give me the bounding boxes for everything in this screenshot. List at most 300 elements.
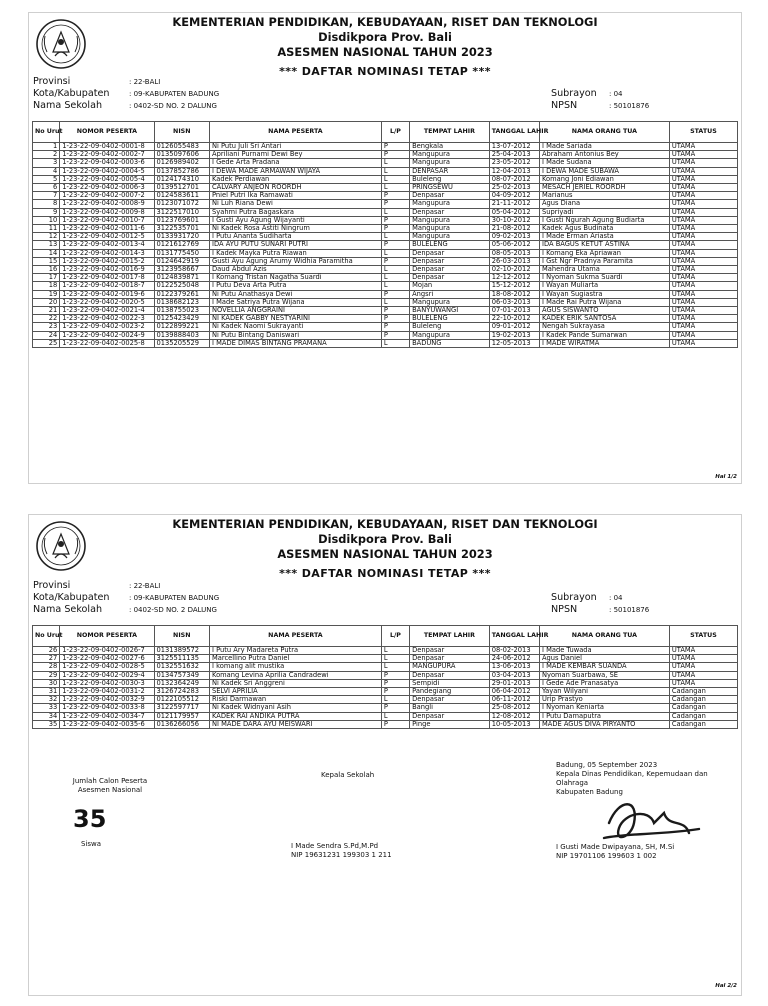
cell-tempat-lahir: Buleleng [410,323,490,331]
cell-nomor-peserta: 1-23-22-09-0402-0029-4 [60,671,154,679]
cell-nama-orang-tua: I Made Tuwada [539,647,669,655]
cell-lp: L [381,282,409,290]
cell-lp: P [381,257,409,265]
col-nisn: NISN [154,122,210,143]
cell-tempat-lahir: Denpasar [410,266,490,274]
cell-tempat-lahir: BULELENG [410,315,490,323]
cell-no: 13 [33,241,60,249]
cell-tempat-lahir: Denpasar [410,671,490,679]
cell-nama-orang-tua: MESACH JERIEL ROORDH [539,184,669,192]
cell-tanggal-lahir: 05-06-2012 [489,241,539,249]
cell-tempat-lahir: Denpasar [410,208,490,216]
cell-tanggal-lahir: 25-02-2013 [489,184,539,192]
cell-nomor-peserta: 1-23-22-09-0402-0012-5 [60,233,154,241]
cell-tempat-lahir: Bengkala [410,143,490,151]
cell-tempat-lahir: BANYUWANGI [410,307,490,315]
cell-no: 34 [33,712,60,720]
cell-nisn: 0131389572 [154,647,210,655]
cell-no: 6 [33,184,60,192]
cell-nisn: 0124174310 [154,175,210,183]
table-row [33,323,738,331]
cell-status: UTAMA [669,266,737,274]
cell-nomor-peserta: 1-23-22-09-0402-0010-7 [60,216,154,224]
cell-tanggal-lahir: 13-07-2012 [489,143,539,151]
cell-lp: P [381,679,409,687]
page-number-1: Hal 1/2 [715,474,737,480]
cell-nama-orang-tua: Kadek Agus Budinata [539,225,669,233]
cell-nama-orang-tua: Agus Daniel [539,655,669,663]
cell-status: UTAMA [669,298,737,306]
cell-status: UTAMA [669,323,737,331]
cell-nama-peserta: Ni Kadek Widnyani Asih [210,704,382,712]
cell-nisn: 0137852786 [154,167,210,175]
cell-tanggal-lahir: 23-05-2012 [489,159,539,167]
cell-nomor-peserta: 1-23-22-09-0402-0017-8 [60,274,154,282]
cell-tempat-lahir: DENPASAR [410,167,490,175]
agency-name: Disdikpora Prov. Bali [318,30,452,44]
document-title: *** DAFTAR NOMINASI TETAP *** [279,567,491,580]
cell-nama-peserta: Kadek Perdiawan [210,175,382,183]
cell-nisn: 0126989402 [154,159,210,167]
cell-status: UTAMA [669,175,737,183]
cell-lp: P [381,200,409,208]
cell-status: UTAMA [669,290,737,298]
cell-no: 22 [33,315,60,323]
cell-nomor-peserta: 1-23-22-09-0402-0015-2 [60,257,154,265]
cell-tempat-lahir: Sempidi [410,679,490,687]
cell-tempat-lahir: Bangli [410,704,490,712]
cell-tanggal-lahir: 09-01-2012 [489,323,539,331]
kepsek-nip: NIP 19631231 199303 1 211 [291,851,392,859]
cell-nama-orang-tua: Supriyadi [539,208,669,216]
kota-label: Kota/Kabupaten [33,88,110,99]
cell-nomor-peserta: 1-23-22-09-0402-0009-8 [60,208,154,216]
kepsek-block [291,842,392,860]
cell-lp: P [381,241,409,249]
cell-status: UTAMA [669,257,737,265]
cell-lp: L [381,339,409,347]
cell-nomor-peserta: 1-23-22-09-0402-0025-8 [60,339,154,347]
cell-tempat-lahir: Buleleng [410,175,490,183]
cell-nama-orang-tua: MADE AGUS DIVA PIRYANTO [539,720,669,728]
cell-nama-orang-tua: Mahendra Utama [539,266,669,274]
cell-tanggal-lahir: 13-06-2013 [489,663,539,671]
cell-tempat-lahir: Mangupura [410,331,490,339]
ministry-name: KEMENTERIAN PENDIDIKAN, KEBUDAYAAN, RISET DAN TEKNOLOGI [172,517,598,531]
cell-nama-orang-tua: Abraham Antonius Bey [539,151,669,159]
candidate-count: 35 [73,805,107,833]
col-tanggal-lahir: TANGGAL LAHIR [489,626,539,647]
cell-tanggal-lahir: 25-08-2012 [489,704,539,712]
cell-no: 12 [33,233,60,241]
kota-label: Kota/Kabupaten [33,592,110,603]
kepsek-name: I Made Sendra S.Pd,M.Pd [291,842,379,850]
cell-tempat-lahir: MANGUPURA [410,663,490,671]
cell-nama-peserta: Ni Kadek Rosa Astiti Ningrum [210,225,382,233]
cell-tanggal-lahir: 21-11-2012 [489,200,539,208]
npsn-label: NPSN [551,604,578,615]
cell-nama-peserta: Ni Luh Riana Dewi [210,200,382,208]
cell-lp: P [381,290,409,298]
cell-nomor-peserta: 1-23-22-09-0402-0013-4 [60,241,154,249]
cell-nama-orang-tua: I Gede Ade Pranasatya [539,679,669,687]
cell-nama-orang-tua: AGUS SISWANTO [539,307,669,315]
cell-lp: P [381,688,409,696]
cell-status: UTAMA [669,663,737,671]
cell-nisn: 0133931720 [154,233,210,241]
col-nomor-peserta: NOMOR PESERTA [60,122,154,143]
subrayon-label: Subrayon [551,88,597,99]
cell-lp: P [381,225,409,233]
agency-name: Disdikpora Prov. Bali [318,532,452,546]
cell-nomor-peserta: 1-23-22-09-0402-0030-3 [60,679,154,687]
cell-no: 3 [33,159,60,167]
cell-nisn: 0122525048 [154,282,210,290]
cell-tempat-lahir: Denpasar [410,274,490,282]
cell-no: 21 [33,307,60,315]
cell-nisn: 0135097606 [154,151,210,159]
cell-lp: L [381,663,409,671]
subrayon-label: Subrayon [551,592,597,603]
jumlah-line-2: Asesmen Nasional [77,786,143,794]
cell-nama-orang-tua: I Wayan Sugiastra [539,290,669,298]
cell-nama-orang-tua: I DEWA MADE SUBAWA [539,167,669,175]
cell-status: UTAMA [669,282,737,290]
cell-nomor-peserta: 1-23-22-09-0402-0027-6 [60,655,154,663]
kota-value: : 09-KABUPATEN BADUNG [129,90,220,98]
cell-nama-peserta: I Putu Ary Madareta Putra [210,647,382,655]
cell-nomor-peserta: 1-23-22-09-0402-0018-7 [60,282,154,290]
cell-nama-orang-tua: Komang Joni Ediawan [539,175,669,183]
cell-lp: L [381,647,409,655]
cell-lp: P [381,192,409,200]
cell-nisn: 0135205529 [154,339,210,347]
cell-tanggal-lahir: 15-12-2012 [489,282,539,290]
cell-no: 7 [33,192,60,200]
cell-tanggal-lahir: 07-01-2013 [489,307,539,315]
cell-nama-orang-tua: Urip Prastyo [539,696,669,704]
col-nama-peserta: NAMA PESERTA [210,122,382,143]
cell-nama-orang-tua: I Made Sudana [539,159,669,167]
cell-tanggal-lahir: 29-01-2013 [489,679,539,687]
cell-lp: L [381,184,409,192]
col-nisn: NISN [154,626,210,647]
cell-nama-orang-tua: Nyoman Suarbawa, SE [539,671,669,679]
cell-no: 11 [33,225,60,233]
candidate-count-label [55,777,165,795]
cell-nama-peserta: Ni Putu Anathasya Dewi [210,290,382,298]
cell-nama-peserta: I Komang Tristan Nagatha Suardi [210,274,382,282]
cell-nisn: 0138755023 [154,307,210,315]
cell-nisn: 3122517010 [154,208,210,216]
cell-lp: L [381,655,409,663]
cell-no: 17 [33,274,60,282]
table-row [33,720,738,728]
cell-nama-orang-tua: I Nyoman Keniarta [539,704,669,712]
cell-nomor-peserta: 1-23-22-09-0402-0001-8 [60,143,154,151]
cell-tanggal-lahir: 03-04-2013 [489,671,539,679]
table-row [33,282,738,290]
cell-lp: P [381,216,409,224]
subrayon-value: : 04 [609,90,623,98]
cell-lp: L [381,208,409,216]
cell-status: Cadangan [669,704,737,712]
cell-nisn: 3126724283 [154,688,210,696]
cell-nomor-peserta: 1-23-22-09-0402-0006-3 [60,184,154,192]
cell-no: 8 [33,200,60,208]
cell-lp: L [381,159,409,167]
sekolah-label: Nama Sekolah [33,604,103,615]
provinsi-label: Provinsi [33,580,71,591]
cell-nisn: 3122597717 [154,704,210,712]
cell-nama-peserta: KADEK RAI ANDIKA PUTRA [210,712,382,720]
cell-no: 19 [33,290,60,298]
school-info [33,580,219,616]
provinsi-value: : 22-BALI [129,582,161,590]
cell-nisn: 0126055483 [154,143,210,151]
cell-nomor-peserta: 1-23-22-09-0402-0002-7 [60,151,154,159]
cell-nama-peserta: Daud Abdul Azis [210,266,382,274]
cell-tempat-lahir: PRINGSEWU [410,184,490,192]
cell-tempat-lahir: Denpasar [410,655,490,663]
cell-lp: L [381,167,409,175]
cell-no: 15 [33,257,60,265]
npsn-label: NPSN [551,100,578,111]
cell-nisn: 3123958667 [154,266,210,274]
col-nama-orang-tua: NAMA ORANG TUA [539,626,669,647]
table-row [33,704,738,712]
cell-nama-orang-tua: IDA BAGUS KETUT ASTINA [539,241,669,249]
cell-tanggal-lahir: 08-05-2013 [489,249,539,257]
cell-nisn: 3122535701 [154,225,210,233]
cell-nisn: 0122379261 [154,290,210,298]
kadis-title-1: Kepala Dinas Pendidikan, Kepemudaan dan Olahraga [556,770,708,787]
page-1 [28,12,742,484]
cell-tanggal-lahir: 05-04-2012 [489,208,539,216]
cell-no: 2 [33,151,60,159]
npsn-value: : 50101876 [609,606,650,614]
cell-nomor-peserta: 1-23-22-09-0402-0034-7 [60,712,154,720]
cell-tempat-lahir: Pandegiang [410,688,490,696]
cell-no: 31 [33,688,60,696]
cell-nomor-peserta: 1-23-22-09-0402-0003-6 [60,159,154,167]
cell-nama-peserta: I komang alit mustika [210,663,382,671]
cell-no: 14 [33,249,60,257]
cell-nisn: 0131775450 [154,249,210,257]
cell-nisn: 3125511135 [154,655,210,663]
cell-nama-orang-tua: I Komang Eka Apriawan [539,249,669,257]
kadis-header [556,761,741,797]
cell-nomor-peserta: 1-23-22-09-0402-0020-5 [60,298,154,306]
cell-nomor-peserta: 1-23-22-09-0402-0024-9 [60,331,154,339]
cell-status: Cadangan [669,720,737,728]
cell-status: UTAMA [669,208,737,216]
cell-nomor-peserta: 1-23-22-09-0402-0011-6 [60,225,154,233]
cell-status: Cadangan [669,712,737,720]
cell-nama-orang-tua: I Nyoman Sukma Suardi [539,274,669,282]
cell-nomor-peserta: 1-23-22-09-0402-0021-4 [60,307,154,315]
cell-no: 26 [33,647,60,655]
table-header-row [33,626,738,647]
school-info [33,76,219,112]
cell-nisn: 0122105512 [154,696,210,704]
cell-tempat-lahir: Pinge [410,720,490,728]
cell-nama-peserta: Syahmi Putra Bagaskara [210,208,382,216]
cell-nama-orang-tua: I MADE KEMBAR SUANDA [539,663,669,671]
cell-lp: P [381,331,409,339]
cell-status: UTAMA [669,159,737,167]
cell-nomor-peserta: 1-23-22-09-0402-0033-8 [60,704,154,712]
cell-tanggal-lahir: 21-08-2012 [489,225,539,233]
cell-nisn: 0134757349 [154,671,210,679]
cell-status: UTAMA [669,241,737,249]
table-row [33,241,738,249]
cell-nisn: 0124839871 [154,274,210,282]
exam-name: ASESMEN NASIONAL TAHUN 2023 [277,547,493,561]
cell-nama-orang-tua: Nengah Sukrayasa [539,323,669,331]
cell-status: UTAMA [669,331,737,339]
cell-tanggal-lahir: 22-10-2012 [489,315,539,323]
cell-nama-orang-tua: KADEK ERIK SANTOSA [539,315,669,323]
cell-nisn: 0136266056 [154,720,210,728]
cell-nama-peserta: Ni Putu Juli Sri Antari [210,143,382,151]
cell-nama-orang-tua: Agus Diana [539,200,669,208]
cell-no: 24 [33,331,60,339]
school-info-right [551,88,649,112]
sekolah-label: Nama Sekolah [33,100,103,111]
kadis-title-2: Kabupaten Badung [556,788,623,796]
col-no: No Urut [33,122,60,143]
col-nama-peserta: NAMA PESERTA [210,626,382,647]
cell-tanggal-lahir: 26-03-2013 [489,257,539,265]
cell-lp: P [381,704,409,712]
table-body-page-1 [33,143,738,348]
cell-nomor-peserta: 1-23-22-09-0402-0023-2 [60,323,154,331]
cell-no: 33 [33,704,60,712]
cell-tanggal-lahir: 08-02-2013 [489,647,539,655]
cell-nama-peserta: I Made Satriya Putra Wijana [210,298,382,306]
cell-tanggal-lahir: 06-04-2012 [489,688,539,696]
cell-lp: L [381,249,409,257]
col-tempat-lahir: TEMPAT LAHIR [410,122,490,143]
cell-nisn: 0121612769 [154,241,210,249]
cell-nama-peserta: I Putu Deva Arta Putra [210,282,382,290]
cell-status: UTAMA [669,167,737,175]
cell-nisn: 0121179957 [154,712,210,720]
col-tanggal-lahir: TANGGAL LAHIR [489,122,539,143]
cell-lp: L [381,266,409,274]
cell-nama-peserta: Ni Putu Bintang Daniswari [210,331,382,339]
kadis-nip: NIP 19701106 199603 1 002 [556,852,657,860]
cell-nisn: 0123071072 [154,200,210,208]
cell-status: UTAMA [669,225,737,233]
cell-nama-peserta: I Gede Arta Pradana [210,159,382,167]
cell-tanggal-lahir: 12-04-2013 [489,167,539,175]
cell-tempat-lahir: Mangupura [410,233,490,241]
table-header-row [33,122,738,143]
document-title: *** DAFTAR NOMINASI TETAP *** [279,65,491,78]
cell-nisn: 0139888403 [154,331,210,339]
subrayon-value: : 04 [609,594,623,602]
cell-nama-peserta: Riski Darmawan [210,696,382,704]
page-number-2: Hal 2/2 [715,983,737,989]
cell-tanggal-lahir: 12-05-2013 [489,339,539,347]
cell-tanggal-lahir: 25-04-2013 [489,151,539,159]
cell-tempat-lahir: Mangupura [410,298,490,306]
cell-tanggal-lahir: 08-07-2012 [489,175,539,183]
table-row [33,663,738,671]
col-tempat-lahir: TEMPAT LAHIR [410,626,490,647]
cell-status: Cadangan [669,696,737,704]
cell-tanggal-lahir: 12-08-2012 [489,712,539,720]
col-nomor-peserta: NOMOR PESERTA [60,626,154,647]
school-info-right [551,592,649,616]
siswa-label: Siswa [81,840,102,848]
cell-nomor-peserta: 1-23-22-09-0402-0032-9 [60,696,154,704]
cell-nisn: 0124583611 [154,192,210,200]
cell-nomor-peserta: 1-23-22-09-0402-0035-6 [60,720,154,728]
cell-lp: L [381,298,409,306]
cell-status: UTAMA [669,151,737,159]
cell-tanggal-lahir: 30-10-2012 [489,216,539,224]
cell-nisn: 0125423429 [154,315,210,323]
cell-nama-orang-tua: I Putu Damaputra [539,712,669,720]
cell-status: UTAMA [669,200,737,208]
col-nama-orang-tua: NAMA ORANG TUA [539,122,669,143]
kadis-name: I Gusti Made Dwipayana, SH, M.Si [556,843,675,851]
cell-no: 35 [33,720,60,728]
cell-tanggal-lahir: 09-02-2013 [489,233,539,241]
cell-lp: P [381,315,409,323]
cell-status: UTAMA [669,233,737,241]
cell-tempat-lahir: Mojan [410,282,490,290]
cell-nisn: 0132364249 [154,679,210,687]
cell-lp: L [381,696,409,704]
cell-no: 4 [33,167,60,175]
cell-no: 9 [33,208,60,216]
cell-status: UTAMA [669,274,737,282]
cell-nama-orang-tua: I Gst Ngr Pradnya Paramita [539,257,669,265]
cell-tempat-lahir: Angsri [410,290,490,298]
cell-lp: P [381,307,409,315]
cell-lp: P [381,323,409,331]
provinsi-value: : 22-BALI [129,78,161,86]
cell-nama-peserta: IDA AYU PUTU SUNARI PUTRI [210,241,382,249]
cell-status: UTAMA [669,184,737,192]
col-no: No Urut [33,626,60,647]
cell-nama-peserta: I Gusti Ayu Agung Wijayanti [210,216,382,224]
cell-tanggal-lahir: 12-12-2012 [489,274,539,282]
table-row [33,200,738,208]
page-2 [28,514,742,996]
cell-nama-orang-tua: Marianus [539,192,669,200]
cell-tempat-lahir: Mangupura [410,225,490,233]
cell-nama-orang-tua: I Made Sariada [539,143,669,151]
cell-nama-orang-tua: I MADE WIRATMA [539,339,669,347]
col-status: STATUS [669,626,737,647]
cell-nama-orang-tua: I Wayan Muliarta [539,282,669,290]
cell-tanggal-lahir: 24-06-2012 [489,655,539,663]
cell-status: UTAMA [669,647,737,655]
cell-no: 10 [33,216,60,224]
cell-tempat-lahir: Mangupura [410,200,490,208]
cell-tempat-lahir: BULELENG [410,241,490,249]
cell-status: UTAMA [669,192,737,200]
nominee-table-page-2 [32,625,738,729]
cell-lp: P [381,671,409,679]
cell-nomor-peserta: 1-23-22-09-0402-0008-9 [60,200,154,208]
cell-tanggal-lahir: 19-02-2013 [489,331,539,339]
